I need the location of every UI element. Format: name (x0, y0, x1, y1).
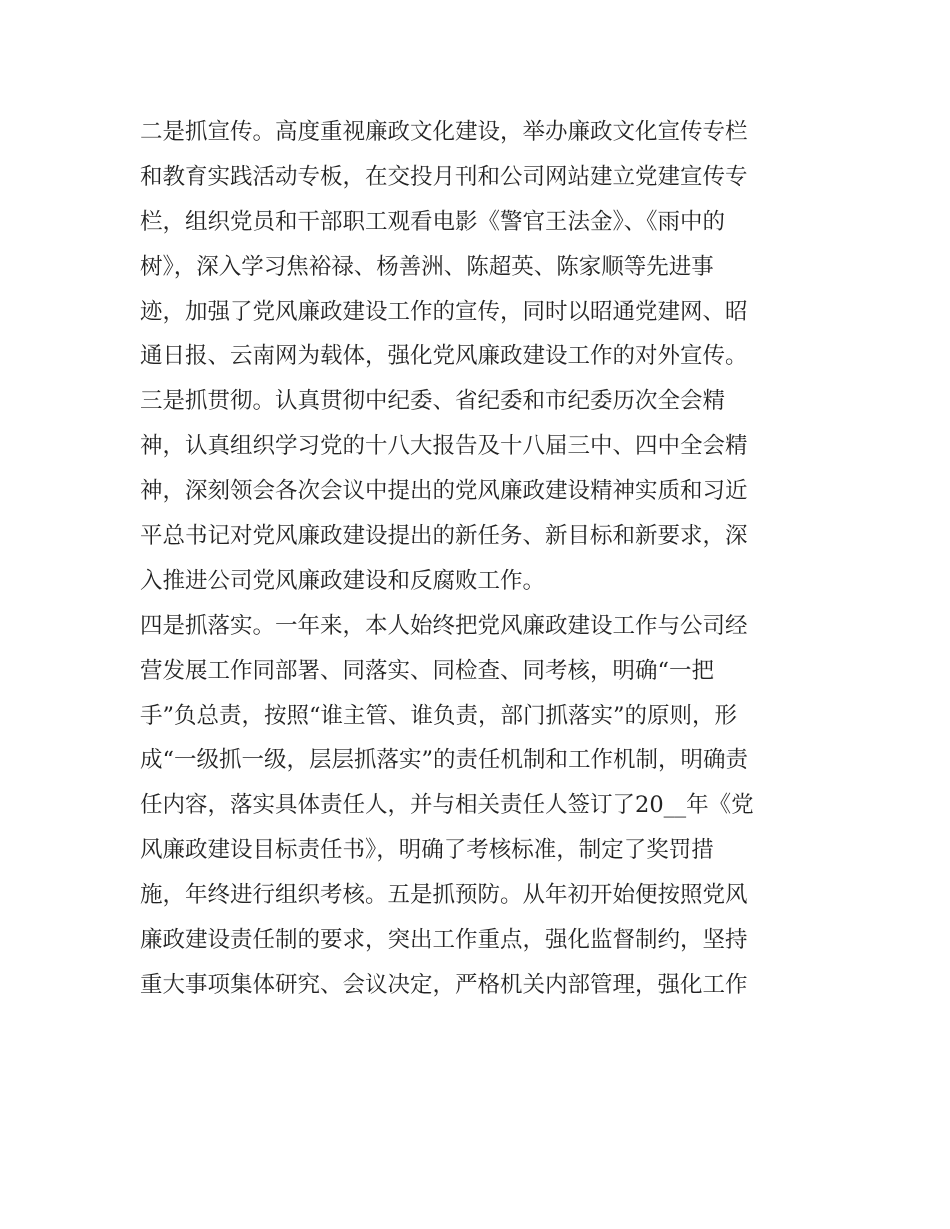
text-line: 风廉政建设目标责任书》，明确了考核标准，制定了奖罚措 (140, 837, 714, 864)
text-line: 廉政建设责任制的要求，突出工作重点，强化监督制约，坚持 (140, 927, 748, 954)
text-line: 四是抓落实。一年来，本人始终把党风廉政建设工作与公司经 (140, 612, 748, 639)
text-line: 手”负总责，按照“谁主管、谁负责，部门抓落实”的原则，形 (140, 702, 738, 729)
text-line: 施，年终进行组织考核。五是抓预防。从年初开始便按照党风 (140, 882, 748, 909)
text-line: 迹，加强了党风廉政建设工作的宣传，同时以昭通党建网、昭 (140, 298, 748, 325)
text-line: 成“一级抓一级，层层抓落实”的责任机制和工作机制，明确责 (140, 747, 749, 774)
text-line: 神，认真组织学习党的十八大报告及十八届三中、四中全会精 (140, 433, 748, 460)
text-line: 二是抓宣传。高度重视廉政文化建设，举办廉政文化宣传专栏 (140, 119, 748, 145)
text-line: 任内容，落实具体责任人，并与相关责任人签订了20__年《党 (140, 792, 754, 819)
body-text (140, 110, 820, 1008)
text-line: 神，深刻领会各次会议中提出的党风廉政建设精神实质和习近 (140, 478, 748, 505)
text-line: 通日报、云南网为载体，强化党风廉政建设工作的对外宣传。 (140, 343, 748, 370)
text-line: 重大事项集体研究、会议决定，严格机关内部管理，强化工作 (140, 971, 748, 998)
text-line: 和教育实践活动专板，在交投月刊和公司网站建立党建宣传专 (140, 163, 748, 190)
text-line: 栏，组织党员和干部职工观看电影《警官王法金》、《雨中的 (140, 208, 726, 235)
text-line: 入推进公司党风廉政建设和反腐败工作。 (140, 567, 546, 594)
text-line: 平总书记对党风廉政建设提出的新任务、新目标和新要求，深 (140, 523, 748, 550)
text-line: 营发展工作同部署、同落实、同检查、同考核，明确“一把 (140, 657, 715, 684)
text-line: 三是抓贯彻。认真贯彻中纪委、省纪委和市纪委历次全会精 (140, 388, 726, 415)
text-line: 树》，深入学习焦裕禄、杨善洲、陈超英、陈家顺等先进事 (140, 253, 714, 280)
